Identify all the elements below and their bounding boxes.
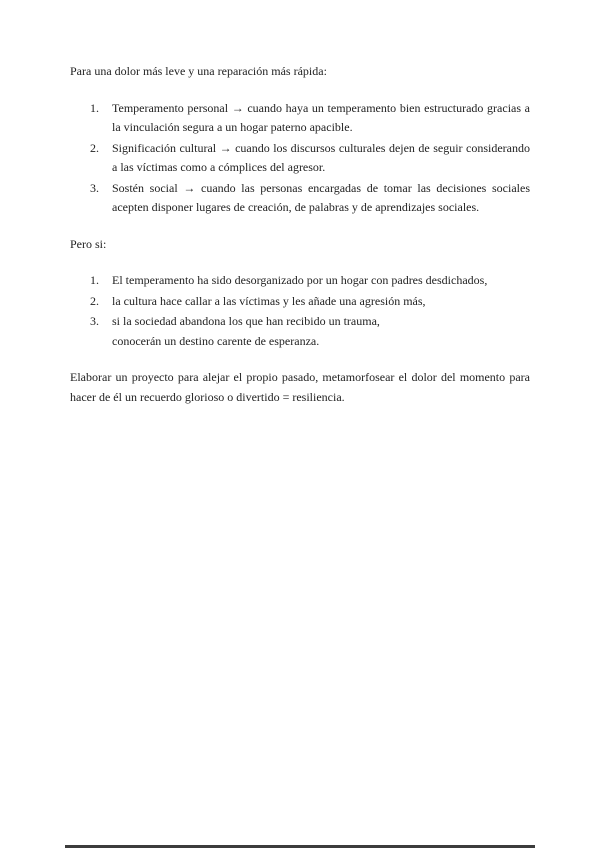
list-item — [90, 99, 530, 138]
list-item-number: 3. — [90, 180, 99, 195]
list-item-text: Sostén social → cuando las personas encargadas de tomar las decisiones sociales acepten disponer lugares de creación, de palabras y de aprendizajes sociales. — [112, 180, 530, 214]
list-item — [90, 312, 530, 351]
list-item-text: la cultura hace callar a las víctimas y les añade una agresión más, — [112, 293, 426, 308]
list-item-text: Temperamento personal → cuando haya un temperamento bien estructurado gracias a la vinculación segura a un hogar paterno apacible. — [112, 100, 530, 134]
list-item-text: Significación cultural → cuando los discursos culturales dejen de seguir considerando a las víctimas como a cómplices del agresor. — [112, 140, 530, 174]
list-item — [90, 292, 530, 312]
list-item-text: si la sociedad abandona los que han recibido un trauma, — [112, 314, 380, 328]
list-item-number: 3. — [90, 314, 99, 328]
list-item-number: 2. — [90, 293, 99, 308]
list-item-text-line2: conocerán un destino carente de esperanza. — [112, 333, 320, 348]
list-item — [90, 271, 530, 291]
intro-paragraph: Para una dolor más leve y una reparación más rápida: — [70, 64, 327, 78]
document-content — [70, 62, 530, 424]
closing-paragraph: Elaborar un proyecto para alejar el propio pasado, metamorfosear el dolor del momento para hacer de él un recuerdo glorioso o divertido = resiliencia. — [70, 370, 530, 404]
list-item — [90, 179, 530, 218]
list-item-number: 2. — [90, 140, 99, 155]
consequences-list — [70, 271, 530, 351]
list-item-number: 1. — [90, 273, 99, 287]
list-item — [90, 139, 530, 178]
list-item-number: 1. — [90, 100, 99, 115]
pero-si-paragraph: Pero si: — [70, 236, 107, 251]
conditions-list — [70, 99, 530, 218]
list-item-text: El temperamento ha sido desorganizado por un hogar con padres desdichados, — [112, 273, 488, 287]
list-item-body — [112, 312, 530, 351]
